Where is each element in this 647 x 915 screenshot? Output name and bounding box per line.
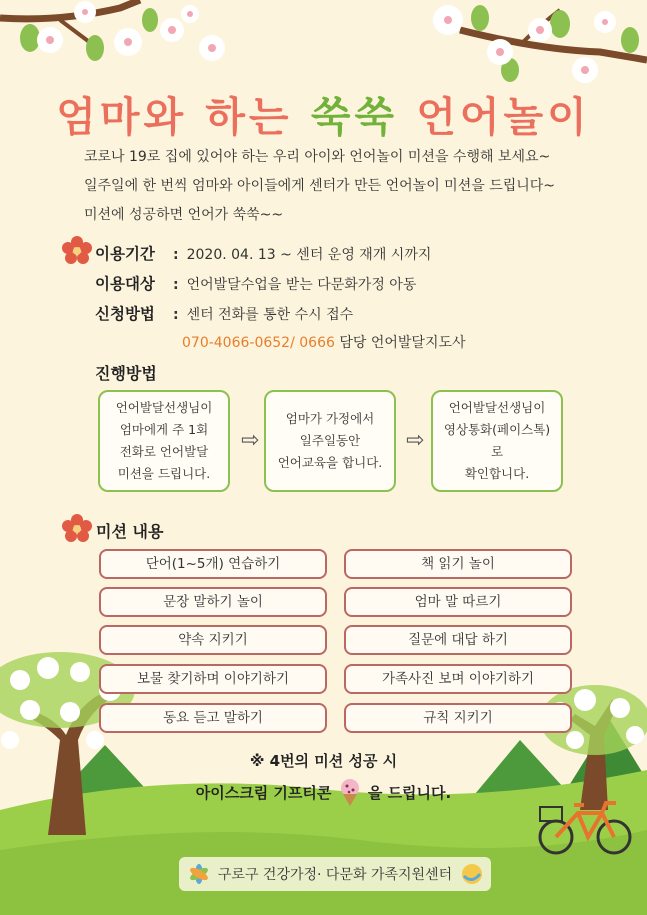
poster-title	[0, 84, 647, 143]
flower-bullet-icon	[62, 514, 92, 542]
top-left-blossom-branch	[0, 0, 225, 61]
intro-line-1: 코로나 19로 집에 있어야 하는 우리 아이와 언어놀이 미션을 수행해 보세요~	[84, 149, 551, 165]
title-part2: 쑥쑥	[310, 93, 399, 141]
mission-item: 책 읽기 놀이	[344, 549, 572, 579]
reward-suffix: 을 드립니다.	[367, 784, 452, 802]
step-arrow-1: ⇨	[241, 428, 260, 453]
reward-note-line-1: ※ 4번의 미션 성공 시	[249, 752, 398, 770]
apply-colon: :	[173, 307, 179, 323]
phone-number: 070-4066-0652/ 0666	[182, 335, 335, 351]
intro-line-2: 일주일에 한 번씩 엄마와 아이들에게 센터가 만든 언어놀이 미션을 드립니다~	[84, 178, 556, 194]
process-heading: 진행방법	[95, 364, 157, 383]
footer-org-banner	[179, 857, 491, 891]
mission-item: 질문에 대답 하기	[344, 625, 572, 655]
target-value: 언어발달수업을 받는 다문화가정 아동	[186, 277, 417, 293]
reward-note-line-2	[0, 778, 647, 806]
title-part1: 엄마와 하는	[56, 93, 293, 141]
center-logo-icon	[460, 862, 484, 886]
mission-item: 보물 찾기하며 이야기하기	[99, 664, 327, 694]
process-step-1: 언어발달선생님이 엄마에게 주 1회 전화로 언어발달 미션을 드립니다.	[98, 390, 230, 492]
flower-bullet-icon	[62, 236, 92, 264]
mission-item: 문장 말하기 놀이	[99, 587, 327, 617]
target-colon: :	[173, 277, 179, 293]
reward-item: 아이스크림 기프티콘	[195, 784, 332, 802]
step-arrow-2: ⇨	[406, 428, 425, 453]
info-apply	[95, 302, 353, 324]
target-label: 이용대상	[95, 275, 155, 293]
period-value: 2020. 04. 13 ~ 센터 운영 재개 시까지	[186, 247, 432, 263]
period-label: 이용기간	[95, 245, 155, 263]
mission-item: 약속 지키기	[99, 625, 327, 655]
process-step-2: 엄마가 가정에서 일주일동안 언어교육을 합니다.	[264, 390, 396, 492]
process-step-3: 언어발달선생님이 영상통화(페이스톡)로 확인합니다.	[431, 390, 563, 492]
period-colon: :	[173, 247, 179, 263]
info-target	[95, 272, 416, 294]
mission-heading: 미션 내용	[96, 522, 164, 541]
contact-person: 담당 언어발달지도사	[339, 335, 466, 351]
footer-org-name: 구로구 건강가정· 다문화 가족지원센터	[217, 867, 453, 883]
ice-cream-icon	[337, 778, 363, 806]
mission-item: 단어(1~5개) 연습하기	[99, 549, 327, 579]
apply-label: 신청방법	[95, 305, 155, 323]
mission-item: 가족사진 보며 이야기하기	[344, 664, 572, 694]
mission-item: 엄마 말 따르기	[344, 587, 572, 617]
center-logo-icon	[186, 861, 212, 887]
title-part3: 언어놀이	[416, 93, 591, 141]
info-contact	[182, 332, 466, 352]
mission-item: 규칙 지키기	[344, 703, 572, 733]
intro-line-3: 미션에 성공하면 언어가 쑥쑥~~	[84, 207, 284, 223]
top-right-blossom-branch	[433, 5, 647, 83]
mission-item: 동요 듣고 말하기	[99, 703, 327, 733]
info-period	[95, 242, 431, 264]
apply-value: 센터 전화를 통한 수시 접수	[186, 307, 354, 323]
